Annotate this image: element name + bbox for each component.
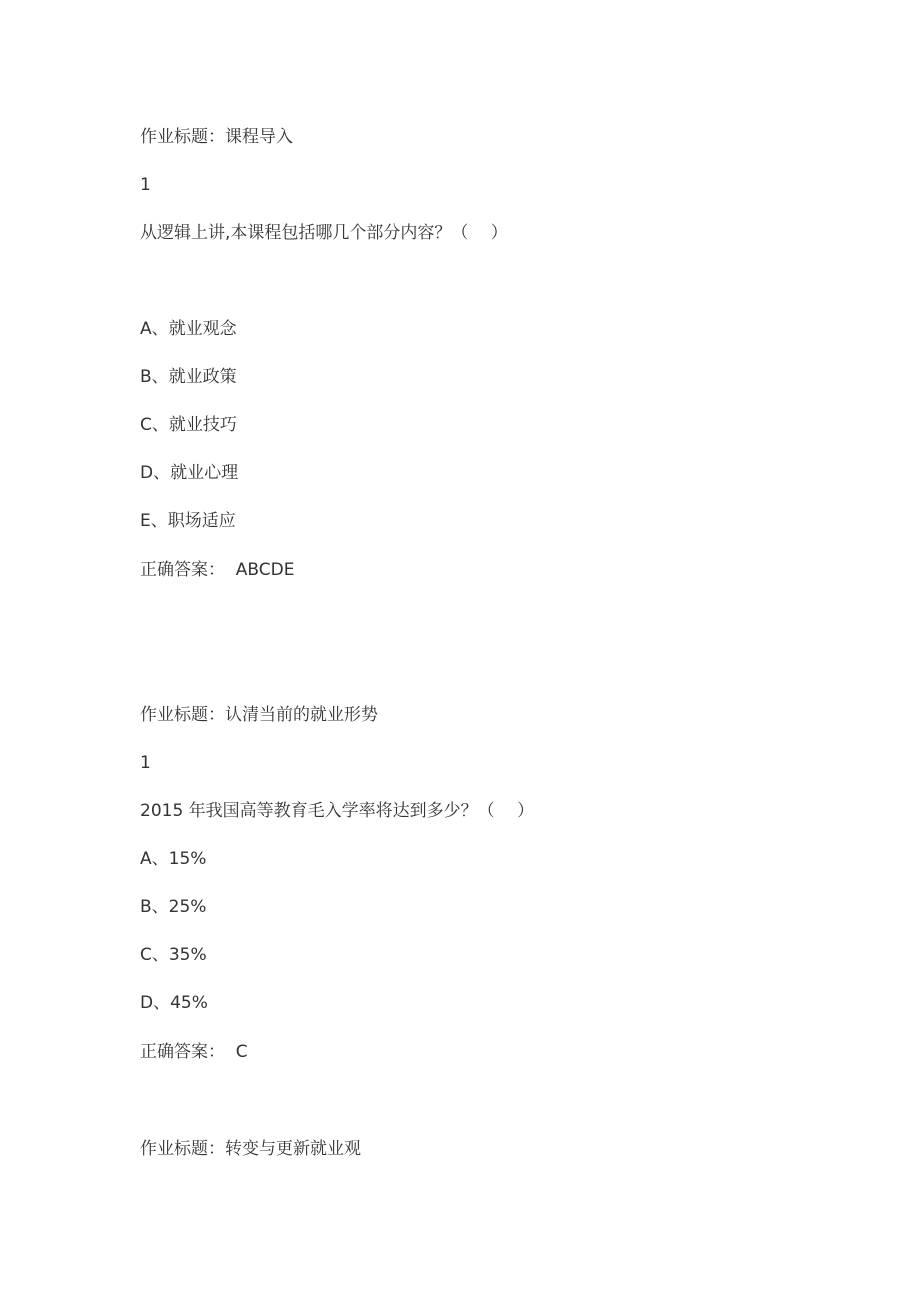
section-1-option-a: A、就业观念 — [140, 319, 237, 339]
section-1-title: 作业标题：课程导入 — [140, 127, 293, 147]
section-1-option-b: B、就业政策 — [140, 367, 237, 387]
section-2-option-a: A、15% — [140, 849, 207, 869]
section-1-question: 从逻辑上讲,本课程包括哪几个部分内容？（ ） — [140, 223, 508, 243]
section-2-option-c: C、35% — [140, 945, 207, 965]
section-1-option-e: E、职场适应 — [140, 511, 236, 531]
section-1-question-number: 1 — [140, 175, 151, 195]
section-2-option-b: B、25% — [140, 897, 207, 917]
section-1-answer: 正确答案： ABCDE — [140, 560, 295, 580]
section-2-answer: 正确答案： C — [140, 1042, 248, 1062]
section-3-title: 作业标题：转变与更新就业观 — [140, 1139, 361, 1159]
section-2-question: 2015 年我国高等教育毛入学率将达到多少？（ ） — [140, 801, 535, 821]
section-1-option-d: D、就业心理 — [140, 463, 239, 483]
section-2-question-number: 1 — [140, 753, 151, 773]
section-2-option-d: D、45% — [140, 993, 208, 1013]
section-2-title: 作业标题：认清当前的就业形势 — [140, 705, 378, 725]
section-1-option-c: C、就业技巧 — [140, 415, 237, 435]
